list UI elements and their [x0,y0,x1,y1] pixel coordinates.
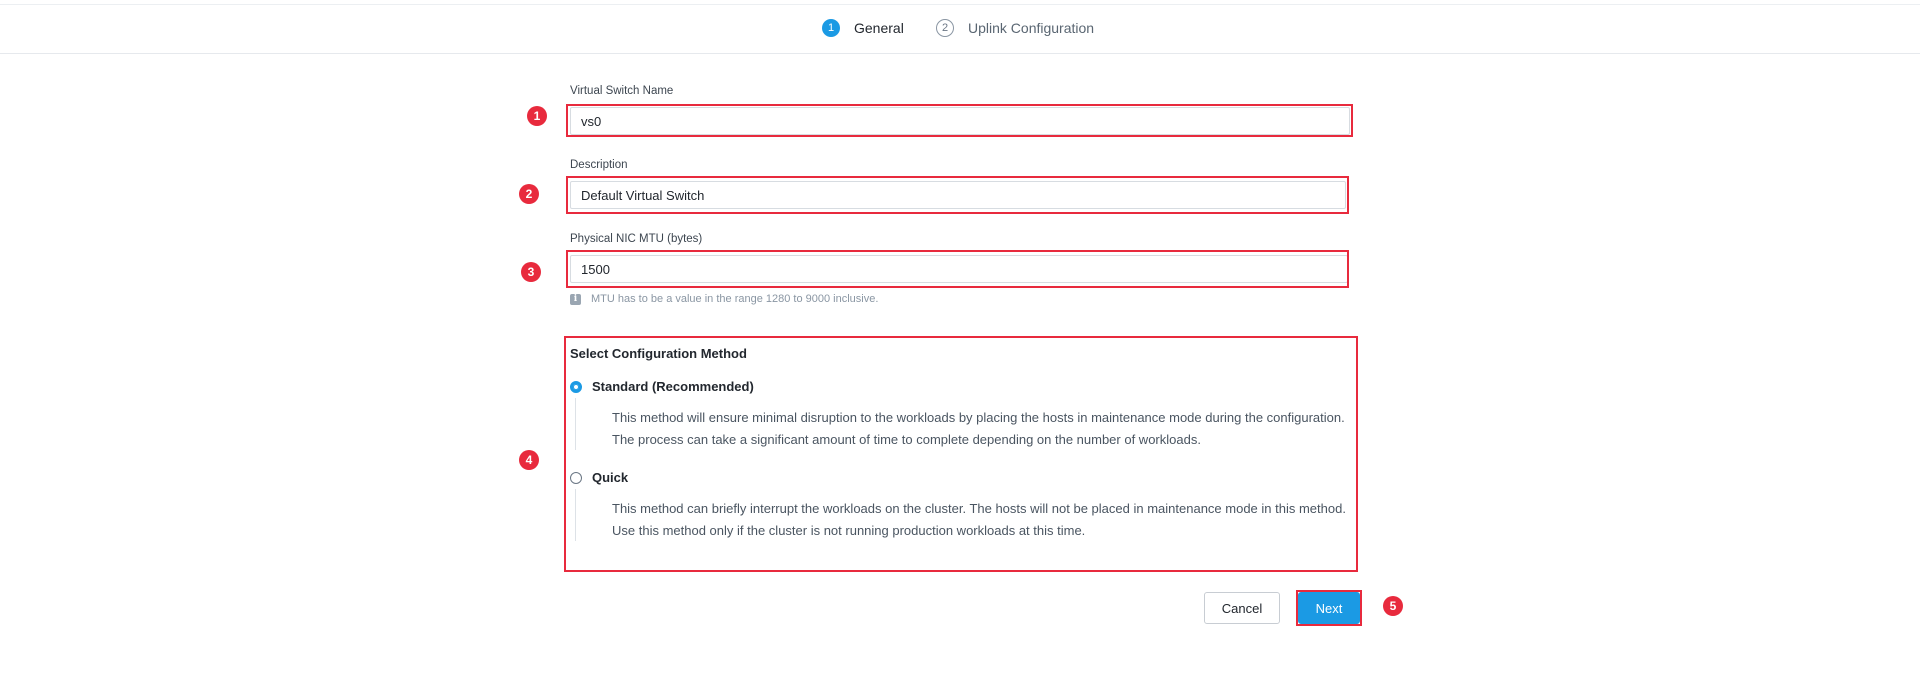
description-input[interactable] [571,182,1345,208]
annotation-badge-2: 2 [519,184,539,204]
radio-option-standard[interactable] [570,379,754,394]
cancel-button[interactable]: Cancel [1204,592,1280,624]
mtu-field [570,255,1348,283]
info-icon: i [570,294,581,305]
description-label: Description [570,159,628,171]
config-method-title: Select Configuration Method [570,346,747,361]
quick-description: This method can briefly interrupt the workloads on the cluster. The hosts will not be placed in maintenance mode in this method. Use this method only if the cluster is not running production workloads at this time. [612,501,1346,538]
step-label: General [854,20,904,36]
virtual-switch-name-input[interactable] [571,108,1349,134]
description-field [570,181,1346,209]
mtu-hint-text: MTU has to be a value in the range 1280 to 9000 inclusive. [591,293,879,305]
radio-option-quick[interactable] [570,470,628,485]
radio-label-quick: Quick [592,470,629,485]
next-button[interactable]: Next [1298,592,1360,624]
step-number: 1 [822,19,840,37]
radio-unselected-icon[interactable] [570,472,582,484]
step-label: Uplink Configuration [968,20,1095,36]
annotation-badge-5: 5 [1383,596,1403,616]
step-uplink-configuration[interactable] [936,19,1094,37]
radio-label-standard: Standard (Recommended) [592,379,754,394]
step-general[interactable] [822,19,904,37]
annotation-badge-3: 3 [521,262,541,282]
wizard-stepper [0,5,1920,54]
mtu-input[interactable] [571,256,1347,282]
step-number: 2 [936,19,954,37]
virtual-switch-name-field [570,107,1350,135]
mtu-label: Physical NIC MTU (bytes) [570,233,703,245]
annotation-badge-1: 1 [527,106,547,126]
description-divider [575,489,576,541]
annotation-badge-4: 4 [519,450,539,470]
radio-selected-icon[interactable] [570,381,582,393]
description-divider [575,398,576,450]
mtu-hint [570,293,878,305]
virtual-switch-name-label: Virtual Switch Name [570,85,674,97]
standard-description: This method will ensure minimal disruption to the workloads by placing the hosts in maintenance mode during the configuration. The process can take a significant amount of time to complete depending on the number of workloads. [612,410,1345,447]
